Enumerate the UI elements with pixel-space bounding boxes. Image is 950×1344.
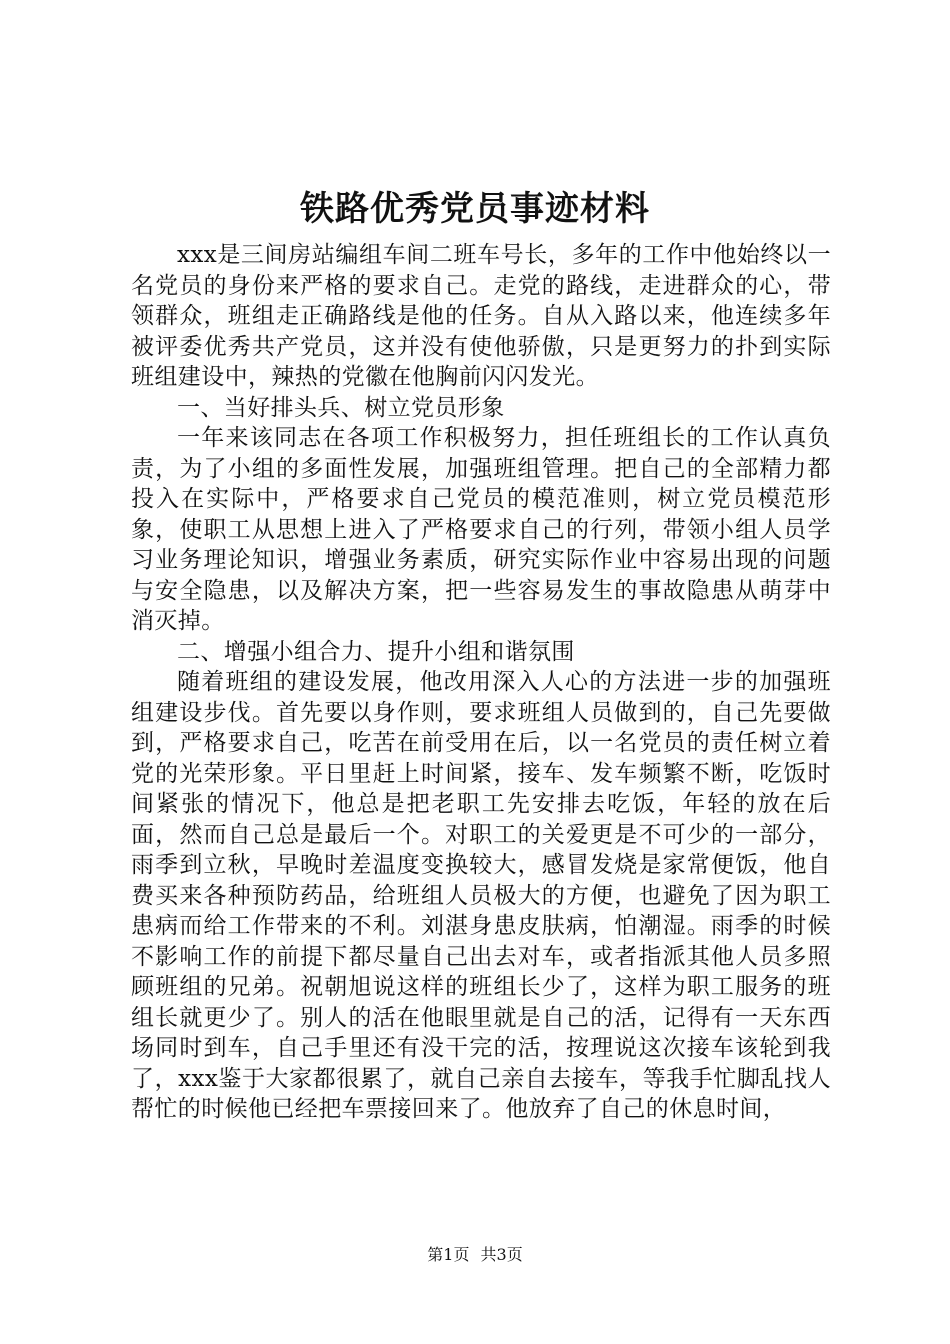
paragraph-section-2: 随着班组的建设发展，他改用深入人心的方法进一步的加强班组建设步伐。首先要以身作则，要求班组人员做到的，自己先要做到，严格要求自己，吃苦在前受用在后，以一名党员的责任树立着党的光荣形象。平日里赶上时间紧，接车、发车频繁不断，吃饭时间紧张的情况下，他总是把老职工先安排去吃饭，年轻的放在后面，然而自己总是最后一个。对职工的关爱更是不可少的一部分，雨季到立秋，早晚时差温度变换较大，感冒发烧是家常便饭，他自费买来各种预防药品，给班组人员极大的方便，也避免了因为职工患病而给工作带来的不利。刘湛身患皮肤病，怕潮湿。雨季的时候不影响工作的前提下都尽量自己出去对车，或者指派其他人员多照顾班组的兄弟。祝朝旭说这样的班组长少了，这样为职工服务的班组长就更少了。别人的活在他眼里就是自己的活，记得有一天东西场同时到车，自己手里还有没干完的活，按理说这次接车该轮到我了，xxx鉴于大家都很累了，就自己亲自去接车，等我手忙脚乱找人帮忙的时候他已经把车票接回来了。他放弃了自己的休息时间， — [131, 669, 831, 1122]
paragraph-intro: xxx是三间房站编组车间二班车号长，多年的工作中他始终以一名党员的身份来严格的要求自己。走党的路线，走进群众的心，带领群众，班组走正确路线是他的任务。自从入路以来，他连续多年被评委优秀共产党员，这并没有使他骄傲，只是更努力的扑到实际班组建设中，辣热的党徽在他胸前闪闪发光。 — [131, 242, 831, 390]
page-footer — [0, 1243, 950, 1267]
section-heading-1: 一、当好排头兵、树立党员形象 — [177, 394, 505, 421]
page-total: 共3页 — [480, 1245, 523, 1264]
section-heading-2: 二、增强小组合力、提升小组和谐氛围 — [177, 638, 575, 665]
document-body — [131, 240, 831, 1125]
page-number: 第1页 — [427, 1245, 470, 1264]
paragraph-section-1: 一年来该同志在各项工作积极努力，担任班组长的工作认真负责，为了小组的多面性发展，加强班组管理。把自己的全部精力都投入在实际中，严格要求自己党员的模范准则，树立党员模范形象，使职工从思想上进入了严格要求自己的行列，带领小组人员学习业务理论知识，增强业务素质，研究实际作业中容易出现的问题与安全隐患，以及解决方案，把一些容易发生的事故隐患从萌芽中消灭掉。 — [131, 425, 831, 634]
document-title: 铁路优秀党员事迹材料 — [300, 189, 650, 229]
